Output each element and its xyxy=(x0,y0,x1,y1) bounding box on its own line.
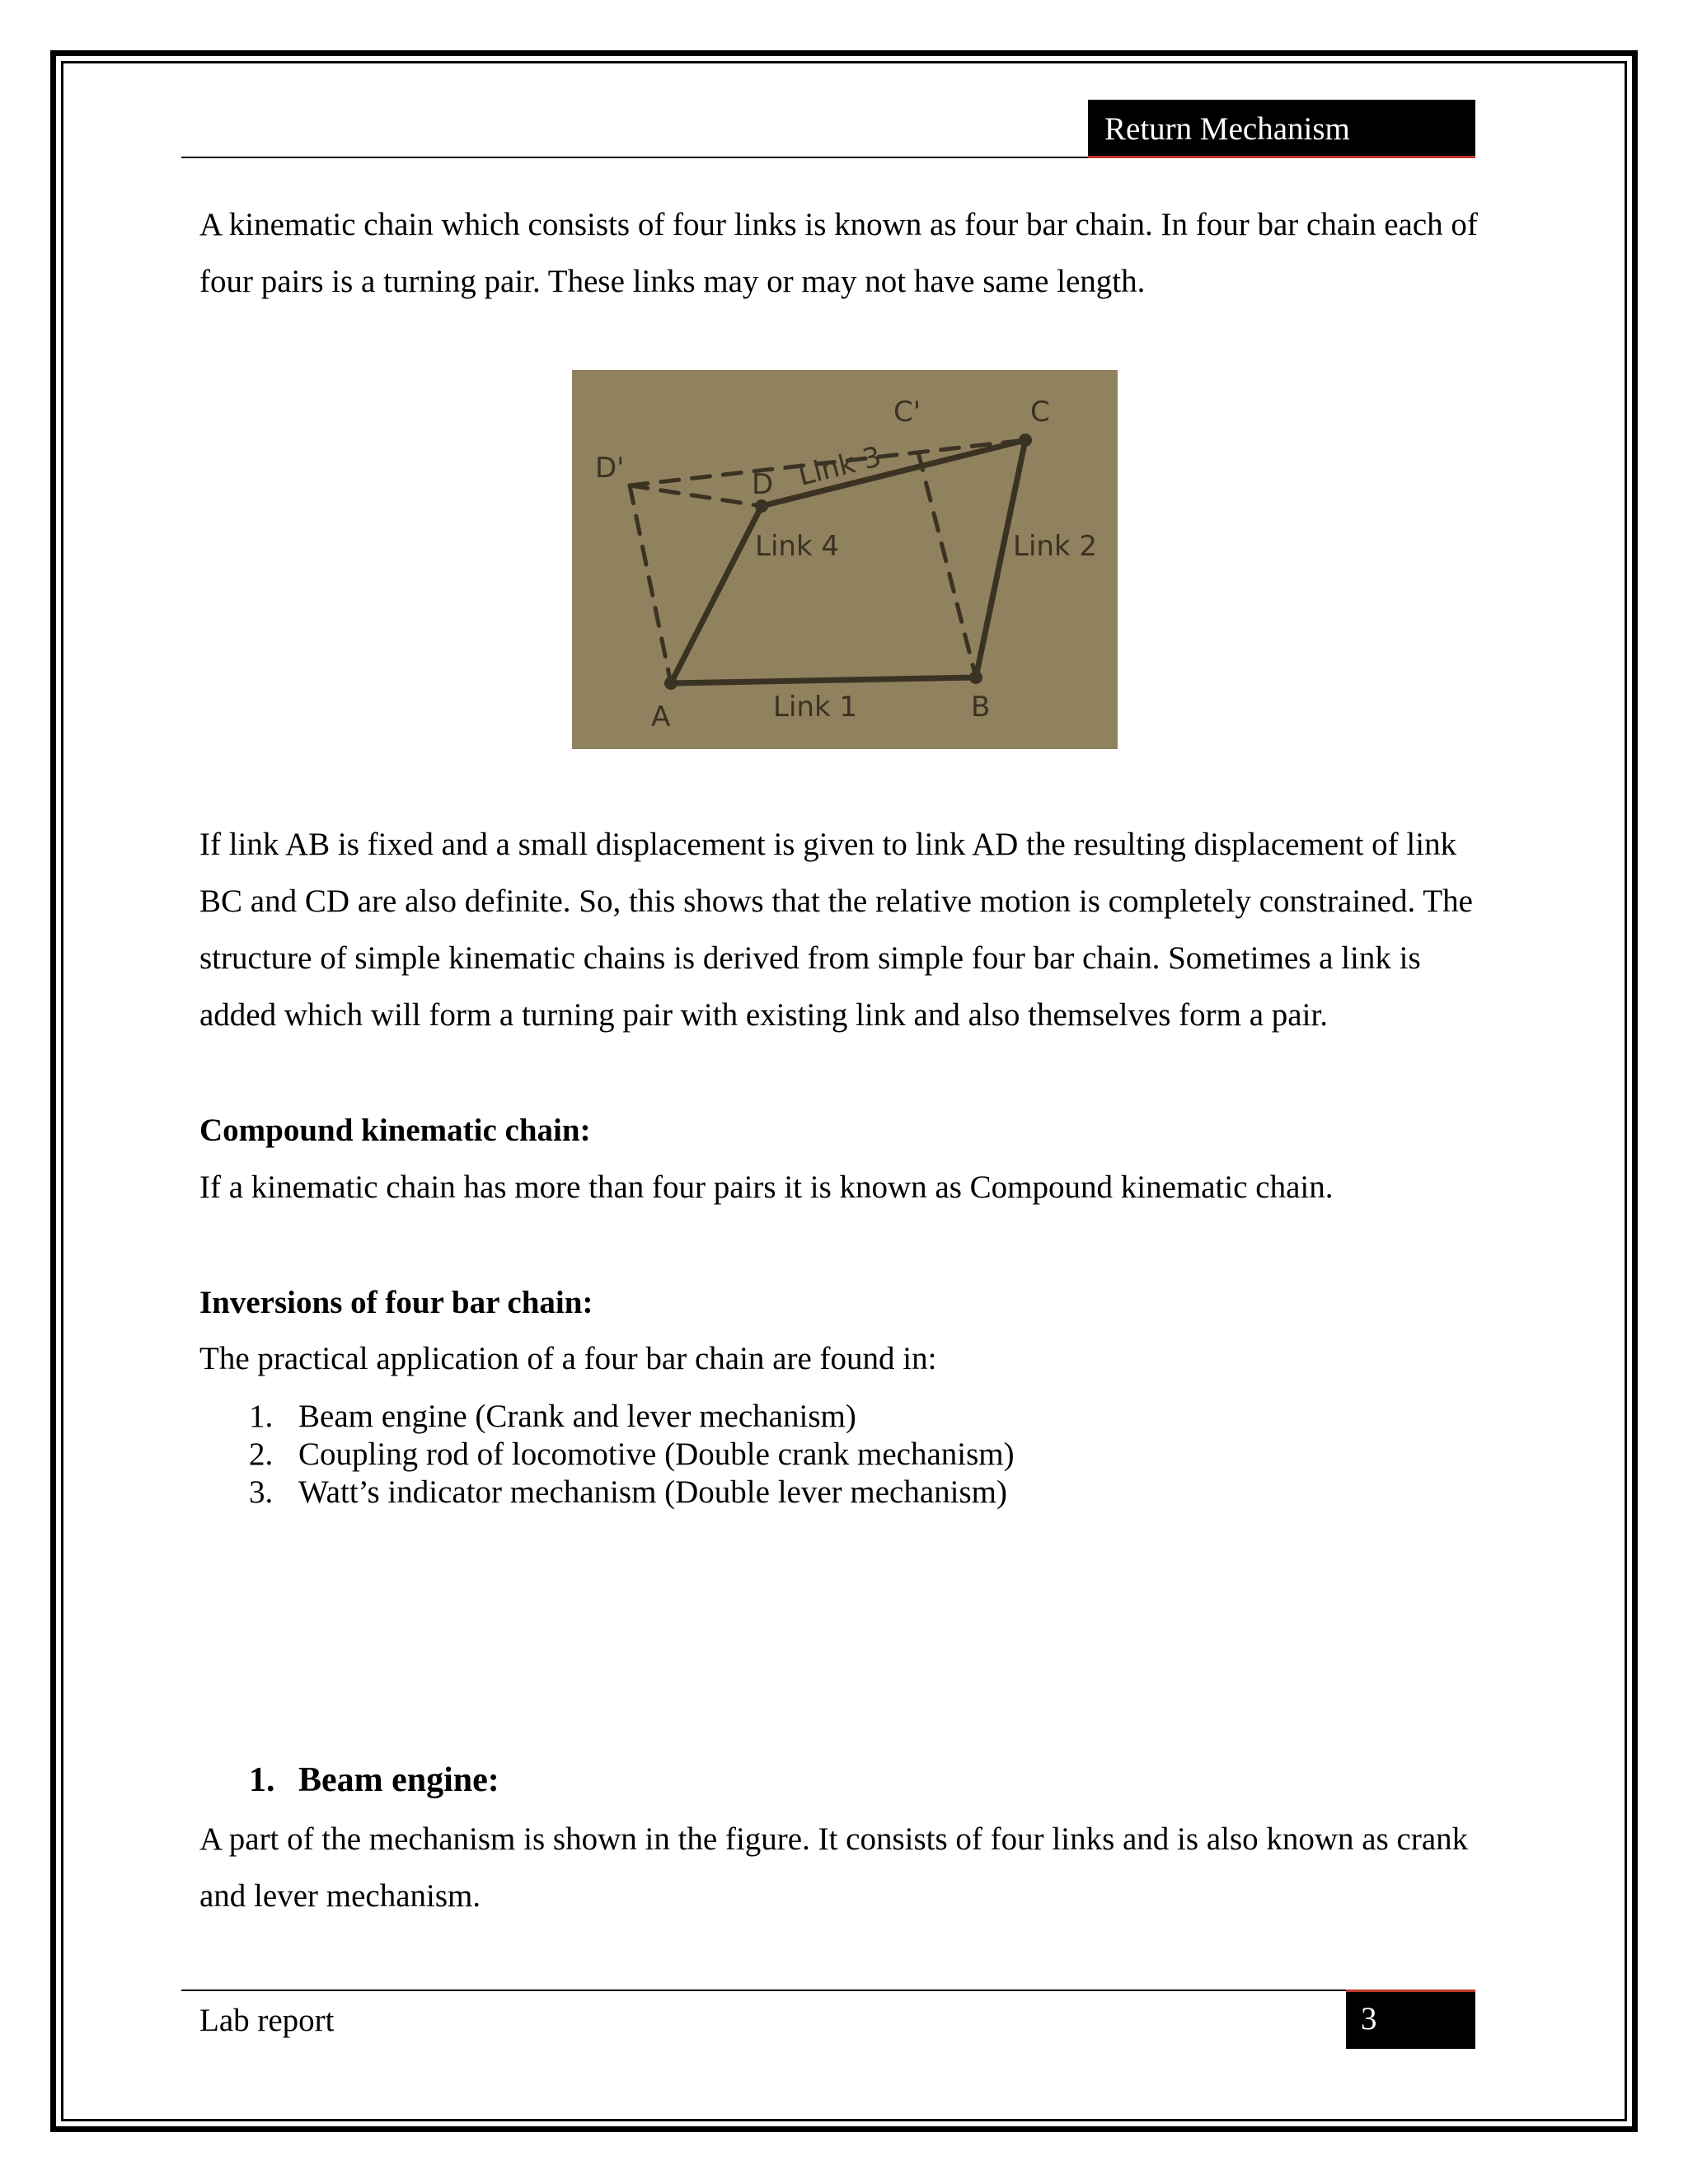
label-link1: Link 1 xyxy=(773,691,858,724)
page-number: 3 xyxy=(1346,1990,1475,2049)
four-bar-chain-figure xyxy=(572,370,1118,749)
label-c-prime: C' xyxy=(893,396,921,429)
footer-label: Lab report xyxy=(199,2003,335,2038)
header-title: Return Mechanism xyxy=(1088,100,1475,158)
beam-engine-heading: 1. Beam engine: xyxy=(249,1761,499,1799)
inversions-paragraph: The practical application of a four bar chain are found in: xyxy=(199,1341,937,1376)
displacement-paragraph: If link AB is fixed and a small displacement is given to link AD the resulting displacement of link BC and CD are also definite. So, this shows that the relative motion is completely constrained. The structure of simple kinematic chains is derived from simple four bar chain. Sometimes a link is added which will form a turning pair with existing link and also themselves form a pair. xyxy=(199,827,1473,1033)
label-b: B xyxy=(971,691,991,724)
beam-engine-paragraph: A part of the mechanism is shown in the figure. It consists of four links and is also known as crank and lever mechanism. xyxy=(199,1821,1469,1914)
footer-rule xyxy=(181,1990,1475,1991)
label-link3: Link 3 xyxy=(795,440,885,493)
label-link2: Link 2 xyxy=(1013,530,1098,563)
label-d: D xyxy=(752,468,774,501)
list-item: 3. Watt’s indicator mechanism (Double lever mechanism) xyxy=(249,1474,1007,1510)
inversions-heading: Inversions of four bar chain: xyxy=(199,1285,593,1320)
label-d-prime: D' xyxy=(595,452,625,485)
label-c: C xyxy=(1030,396,1050,429)
compound-heading: Compound kinematic chain: xyxy=(199,1113,591,1148)
intro-paragraph: A kinematic chain which consists of four links is known as four bar chain. In four bar chain each of four pairs is a turning pair. These links may or may not have same length. xyxy=(199,207,1478,299)
label-a: A xyxy=(651,701,671,733)
list-item: 1. Beam engine (Crank and lever mechanism) xyxy=(249,1399,856,1434)
label-link4: Link 4 xyxy=(755,530,840,563)
applications-list xyxy=(199,1398,1015,1511)
list-item: 2. Coupling rod of locomotive (Double crank mechanism) xyxy=(249,1436,1015,1472)
compound-paragraph: If a kinematic chain has more than four pairs it is known as Compound kinematic chain. xyxy=(199,1169,1334,1205)
